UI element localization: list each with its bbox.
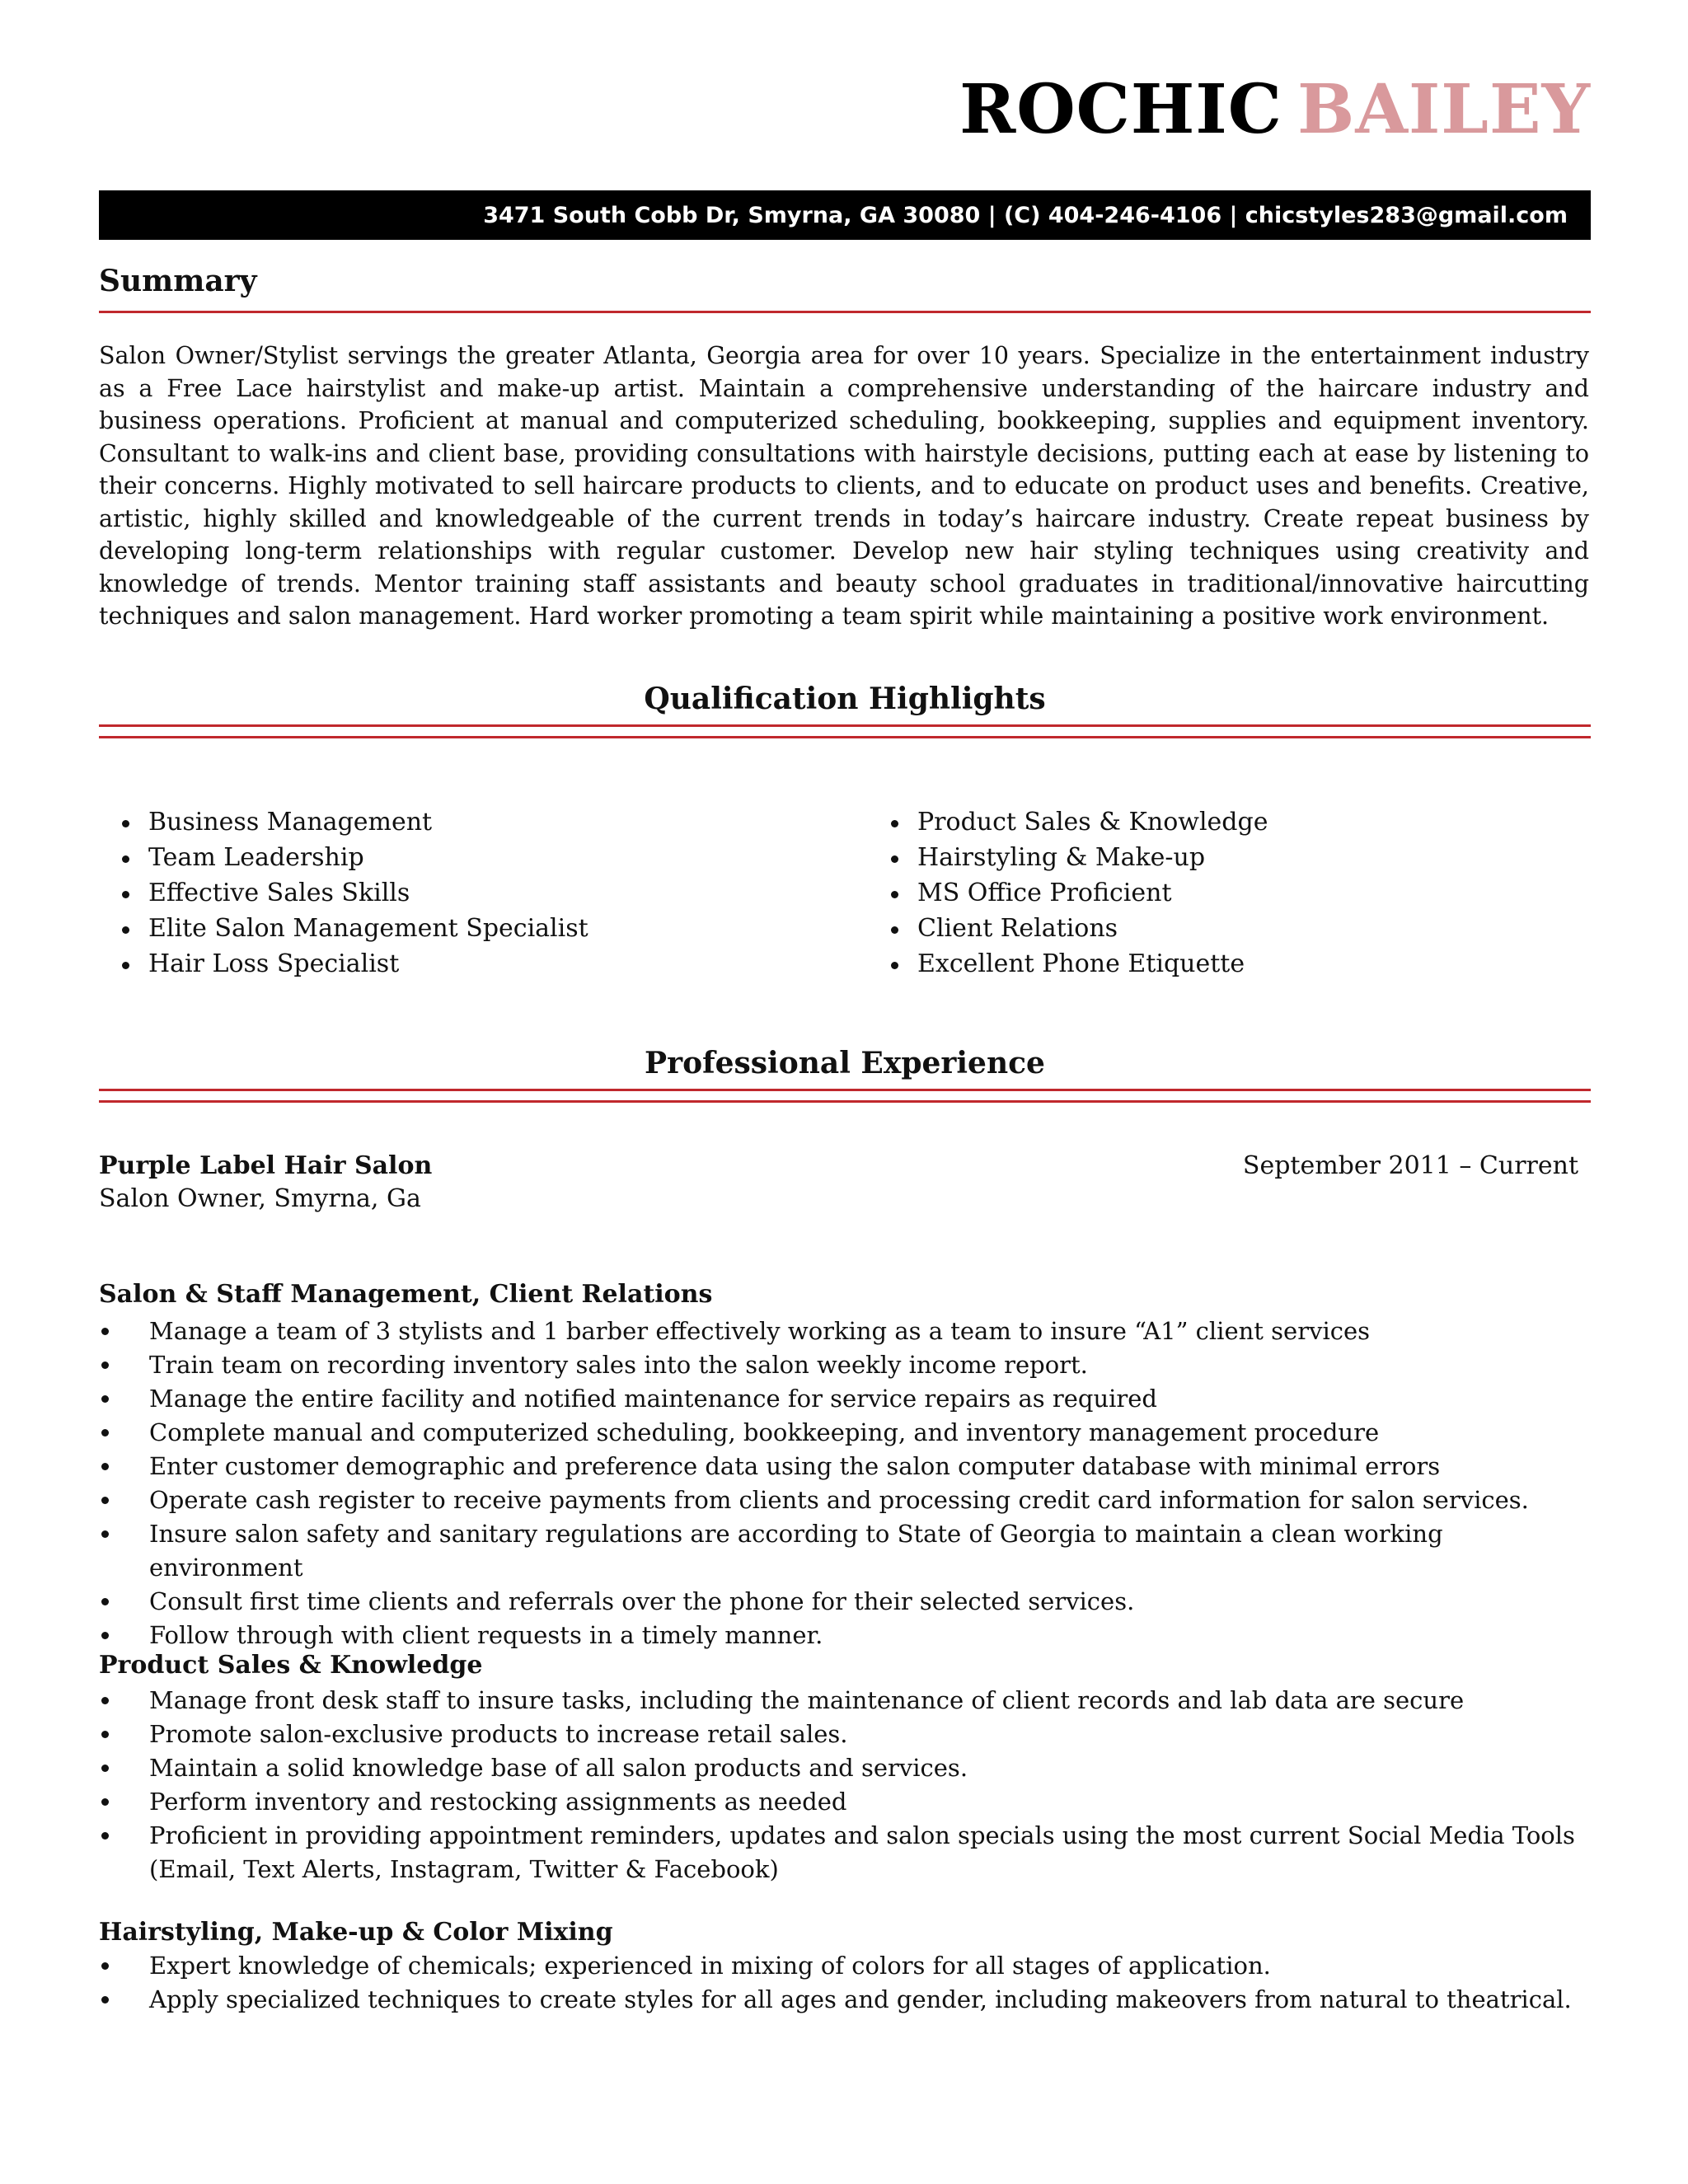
list-item: Business Management	[99, 804, 588, 840]
list-item: Promote salon-exclusive products to increase retail sales.	[99, 1718, 1591, 1751]
summary-rule	[99, 311, 1591, 313]
section-title-hairstyling: Hairstyling, Make-up & Color Mixing	[99, 1918, 613, 1947]
list-item: Consult first time clients and referrals over the phone for their selected services.	[99, 1585, 1591, 1619]
summary-text: Salon Owner/Stylist servings the greater Atlanta, Georgia area for over 10 years. Specialize in the entertainment industry as a Free Lace hairstylist and make-up artist. Maintain a comprehensive understanding of the haircare industry and business operations. Proficient at manual and computerized scheduling, bookkeeping, supplies and equipment inventory. Consultant to walk-ins and client base, providing consultations with hairstyle decisions, putting each at ease by listening to their concerns. Highly motivated to sell haircare products to clients, and to educate on product uses and benefits. Creative, artistic, highly skilled and knowledgeable of the current trends in today’s haircare industry. Create repeat business by developing long-term relationships with regular customer. Develop new hair styling techniques using creativity and knowledge of trends. Mentor training staff assistants and beauty school graduates in traditional/innovative haircutting techniques and salon management. Hard worker promoting a team spirit while maintaining a positive work environment.	[99, 342, 1589, 630]
list-item: Perform inventory and restocking assignments as needed	[99, 1785, 1591, 1819]
list-item: Operate cash register to receive payments from clients and processing credit card information for salon services.	[99, 1483, 1591, 1517]
experience-rule-bottom	[99, 1100, 1591, 1103]
list-item: Follow through with client requests in a timely manner.	[99, 1619, 1591, 1652]
list-item: Insure salon safety and sanitary regulations are according to State of Georgia to maintain a clean working environment	[99, 1517, 1591, 1585]
list-item: Product Sales & Knowledge	[868, 804, 1268, 840]
list-item: Effective Sales Skills	[99, 875, 588, 911]
list-item: Enter customer demographic and preference data using the salon computer database with minimal errors	[99, 1450, 1591, 1483]
qualifications-left-list	[99, 804, 588, 982]
experience-rule-top	[99, 1089, 1591, 1091]
contact-info: 3471 South Cobb Dr, Smyrna, GA 30080 | (C) 404-246-4106 | chicstyles283@gmail.com	[483, 202, 1568, 228]
employment-dates: September 2011 – Current	[1242, 1151, 1578, 1180]
list-item: Apply specialized techniques to create styles for all ages and gender, including makeovers from natural to theatrical.	[99, 1983, 1591, 2017]
applicant-name	[959, 70, 1591, 149]
list-item: Manage a team of 3 stylists and 1 barber effectively working as a team to insure “A1” client services	[99, 1315, 1591, 1348]
qualifications-rule-bottom	[99, 736, 1591, 738]
hairstyling-bullets	[99, 1949, 1591, 2017]
first-name: ROCHIC	[959, 70, 1283, 149]
list-item: MS Office Proficient	[868, 875, 1268, 911]
contact-bar	[99, 190, 1591, 240]
management-bullets	[99, 1315, 1591, 1652]
list-item: Client Relations	[868, 911, 1268, 946]
qualifications-heading: Qualification Highlights	[644, 682, 1046, 716]
last-name: BAILEY	[1297, 70, 1591, 149]
job-role: Salon Owner, Smyrna, Ga	[99, 1184, 421, 1213]
list-item: Train team on recording inventory sales into the salon weekly income report.	[99, 1348, 1591, 1382]
list-item: Elite Salon Management Specialist	[99, 911, 588, 946]
section-title-management: Salon & Staff Management, Client Relations	[99, 1280, 713, 1309]
list-item: Team Leadership	[99, 840, 588, 875]
product-sales-bullets	[99, 1684, 1591, 1886]
list-item: Excellent Phone Etiquette	[868, 946, 1268, 982]
list-item: Manage front desk staff to insure tasks, including the maintenance of client records and lab data are secure	[99, 1684, 1591, 1718]
list-item: Hairstyling & Make-up	[868, 840, 1268, 875]
list-item: Maintain a solid knowledge base of all salon products and services.	[99, 1751, 1591, 1785]
list-item: Manage the entire facility and notified maintenance for service repairs as required	[99, 1382, 1591, 1416]
summary-heading: Summary	[99, 264, 257, 298]
list-item: Complete manual and computerized scheduling, bookkeeping, and inventory management procedure	[99, 1416, 1591, 1450]
section-title-product-sales: Product Sales & Knowledge	[99, 1651, 483, 1680]
qualifications-rule-top	[99, 724, 1591, 727]
experience-heading: Professional Experience	[645, 1046, 1045, 1080]
list-item: Hair Loss Specialist	[99, 946, 588, 982]
qualifications-right-list	[868, 804, 1268, 982]
company-name: Purple Label Hair Salon	[99, 1151, 433, 1180]
list-item: Expert knowledge of chemicals; experienced in mixing of colors for all stages of application.	[99, 1949, 1591, 1983]
list-item: Proficient in providing appointment reminders, updates and salon specials using the most current Social Media Tools (Email, Text Alerts, Instagram, Twitter & Facebook)	[99, 1819, 1591, 1886]
